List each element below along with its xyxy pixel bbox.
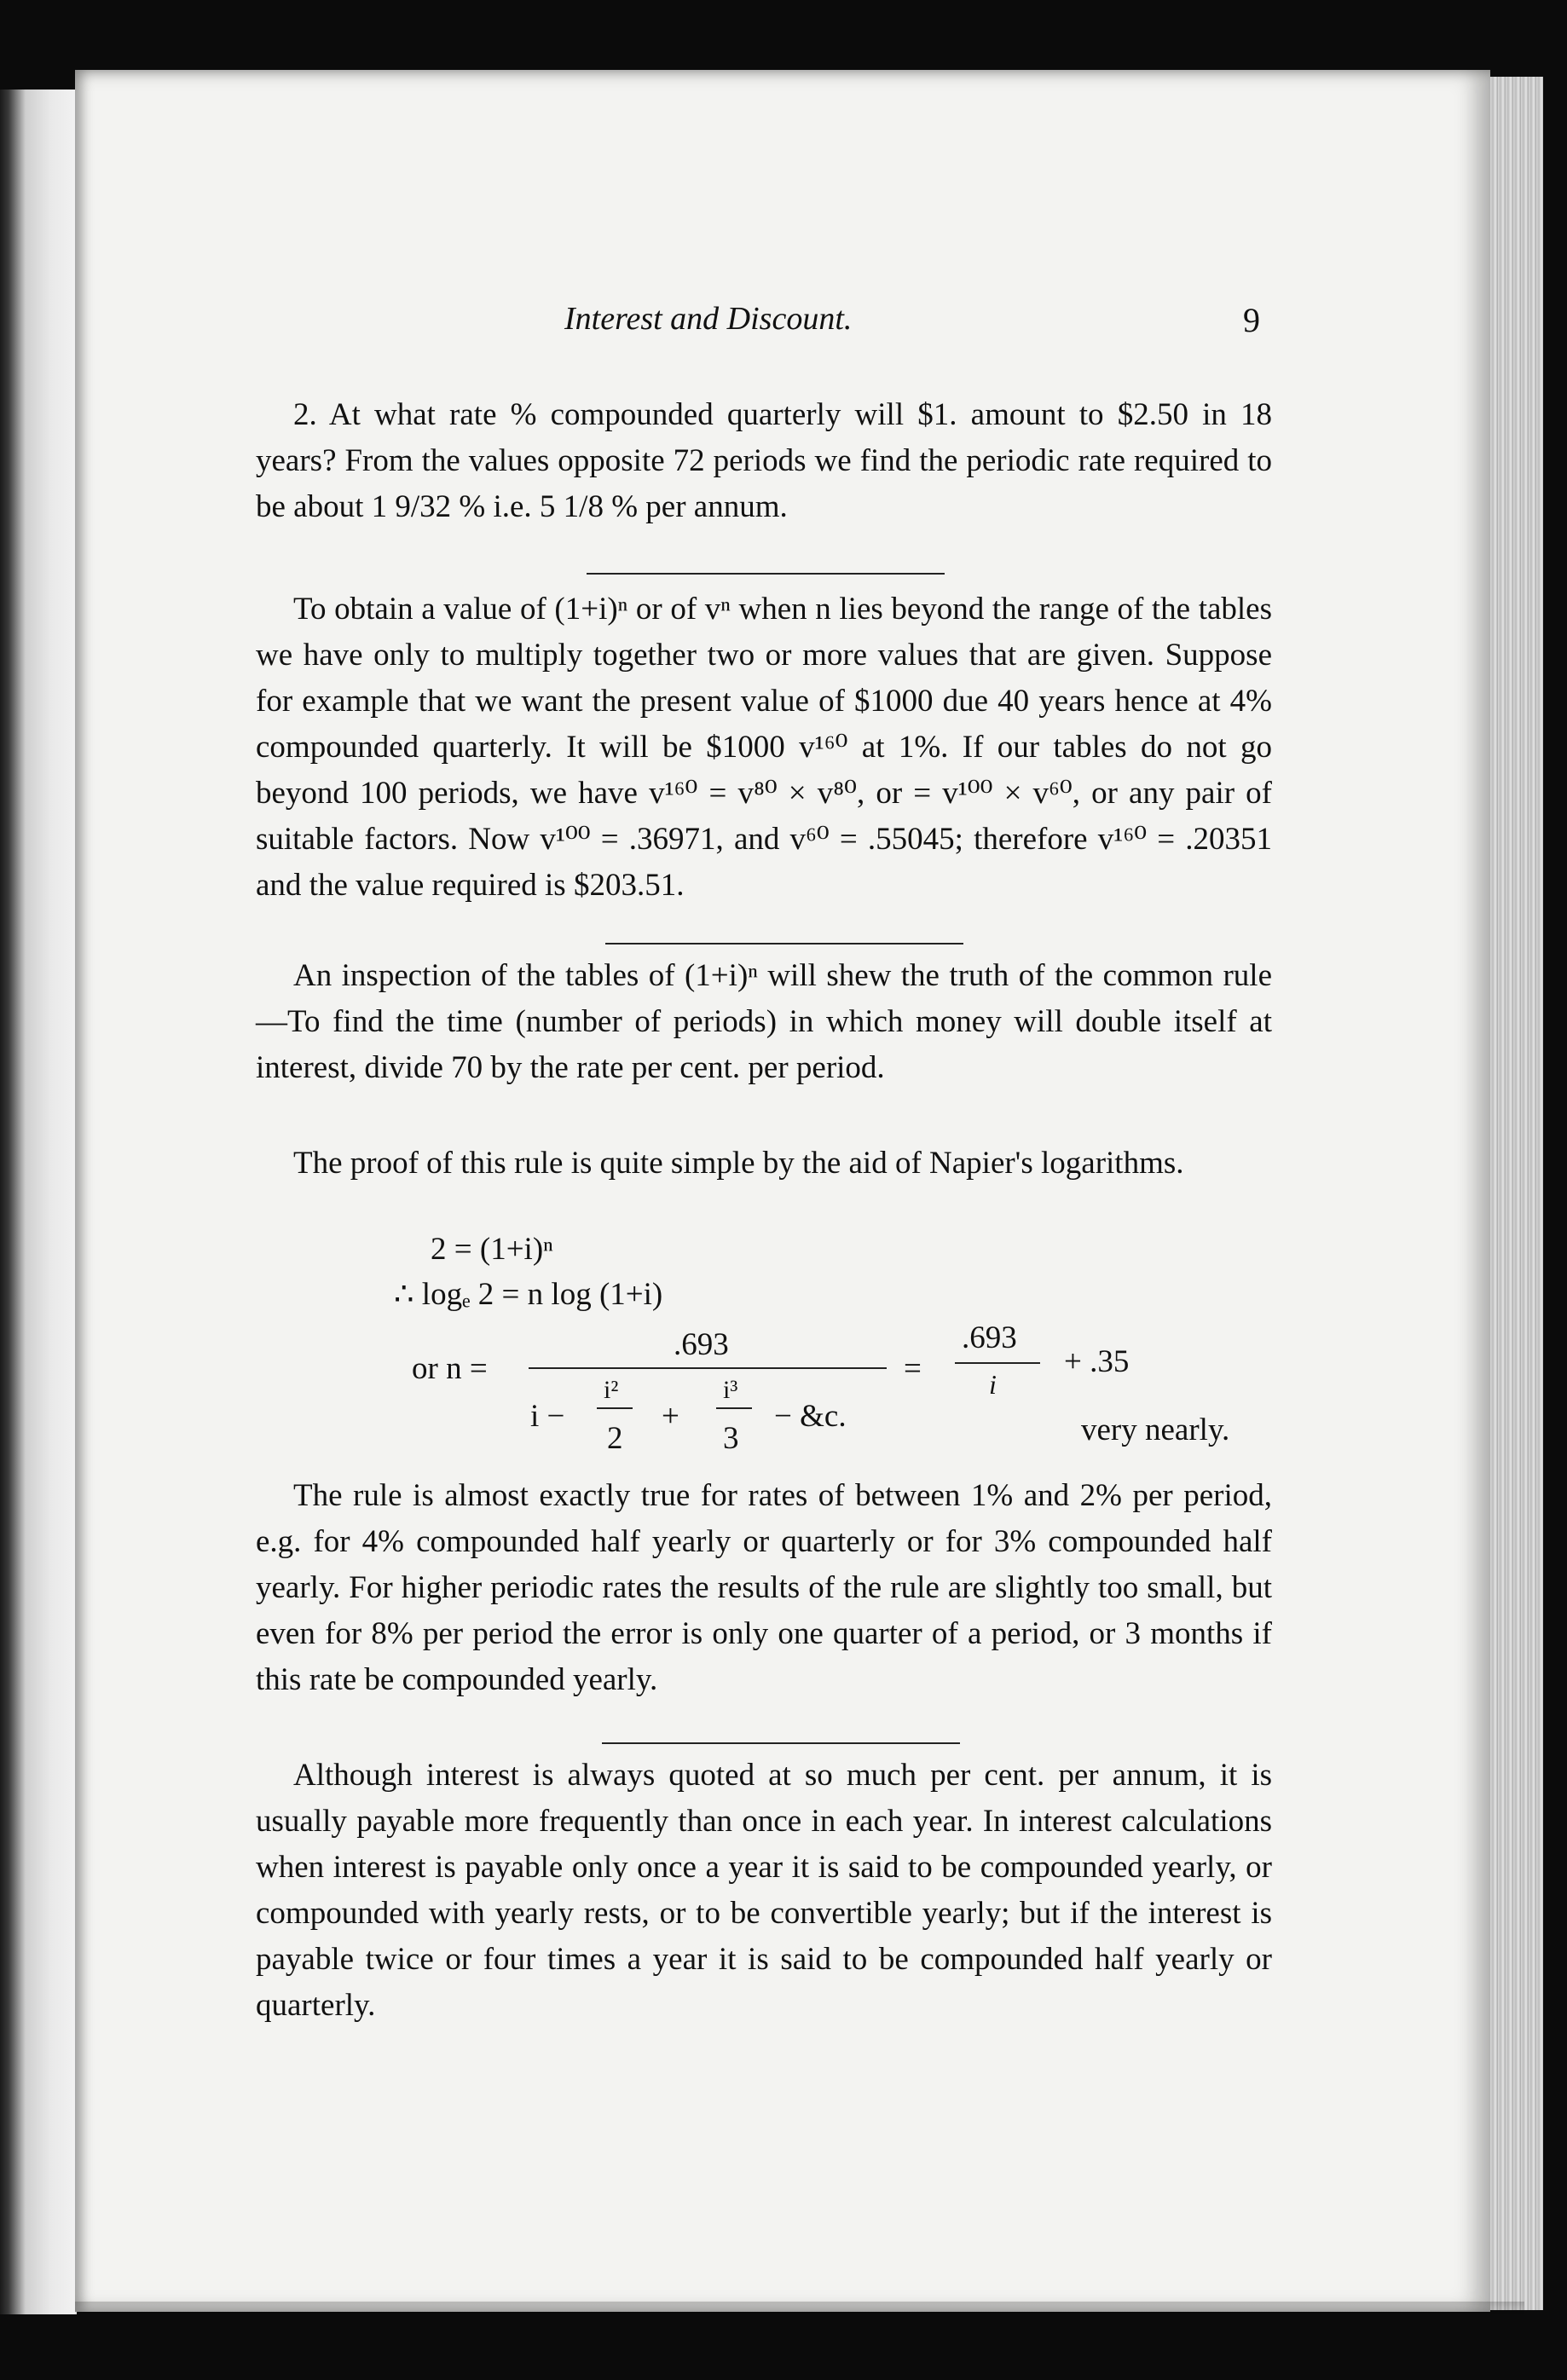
formula-rhs-den: i	[989, 1369, 997, 1400]
paragraph-4	[256, 1141, 1272, 1187]
formula-line-2: ∴ logₑ 2 = n log (1+i)	[394, 1277, 663, 1312]
page-shadow	[75, 2302, 1524, 2319]
right-page-edge	[1490, 77, 1543, 2310]
paragraph-4-text: The proof of this rule is quite simple by the aid of Napier's logarithms.	[293, 1146, 1184, 1181]
formula-or-n: or n =	[412, 1351, 488, 1386]
formula-numerator: .693	[674, 1327, 729, 1362]
page-number: 9	[1243, 301, 1260, 339]
formula-very-nearly: very nearly.	[1081, 1412, 1230, 1447]
paragraph-5-text: The rule is almost exactly true for rates of between 1% and 2% per period, e.g. for 4% compounded half yearly or quarterly or for 3% compounded half yearly. For higher periodic rates the results of the rule are slightly too small, but even for 8% per period the error is only one quarter of a period, or 3 months if this rate be compounded yearly.	[256, 1478, 1272, 1697]
paragraph-1-text: 2. At what rate % compounded quarterly will $1. amount to $2.50 in 18 years? From the values opposite 72 periods we find the periodic rate required to be about 1 9/32 % i.e. 5 1/8 % per annum.	[256, 397, 1272, 524]
running-header: Interest and Discount.	[564, 301, 853, 337]
formula-den-plus: +	[662, 1399, 679, 1434]
fraction-bar	[529, 1367, 887, 1369]
formula-den-i: i −	[530, 1399, 565, 1434]
formula-equals: =	[904, 1351, 922, 1386]
formula-rhs-plus: + .35	[1064, 1344, 1130, 1379]
formula-den-etc: − &c.	[774, 1399, 847, 1434]
paragraph-2	[256, 586, 1272, 909]
paragraph-2-text: To obtain a value of (1+i)ⁿ or of vⁿ when n lies beyond the range of the tables we have only to multiply together two or more values that are given. Suppose for example that we want the present value of $1000 due 40 years hence at 4% compounded quarterly. It will be $1000 v¹⁶⁰ at 1%. If our tables do not go beyond 100 periods, we have v¹⁶⁰ = v⁸⁰ × v⁸⁰, or = v¹⁰⁰ × v⁶⁰, or any pair of suitable factors. Now v¹⁰⁰ = .36971, and v⁶⁰ = .55045; therefore v¹⁶⁰ = .20351 and the value required is $203.51.	[256, 592, 1272, 903]
formula-den-i2: i²	[604, 1376, 619, 1404]
fraction-bar	[955, 1362, 1040, 1364]
formula-den-2: 2	[607, 1421, 623, 1456]
section-divider	[602, 1742, 960, 1744]
paragraph-6	[256, 1753, 1272, 2029]
paragraph-5	[256, 1473, 1272, 1703]
paragraph-1	[256, 392, 1272, 530]
paragraph-6-text: Although interest is always quoted at so much per cent. per annum, it is usually payable more frequently than once in each year. In interest calculations when interest is payable only once a year it is said to be compounded yearly, or compounded with yearly rests, or to be convertible yearly; but if the interest is payable twice or four times a year it is said to be compounded half yearly or quarterly.	[256, 1758, 1272, 2023]
fraction-bar	[597, 1407, 633, 1409]
formula-rhs-num: .693	[962, 1320, 1017, 1355]
formula-line-1: 2 = (1+i)ⁿ	[431, 1232, 553, 1267]
section-divider	[605, 943, 963, 944]
formula-den-3: 3	[723, 1421, 739, 1456]
left-page-edge	[0, 90, 77, 2314]
fraction-bar	[716, 1407, 752, 1409]
paragraph-3-text: An inspection of the tables of (1+i)ⁿ will shew the truth of the common rule—To find the time (number of periods) in which money will double itself at interest, divide 70 by the rate per cent. per period.	[256, 958, 1272, 1085]
paragraph-3	[256, 953, 1272, 1091]
formula-den-i3: i³	[723, 1376, 738, 1404]
section-divider	[587, 573, 945, 575]
